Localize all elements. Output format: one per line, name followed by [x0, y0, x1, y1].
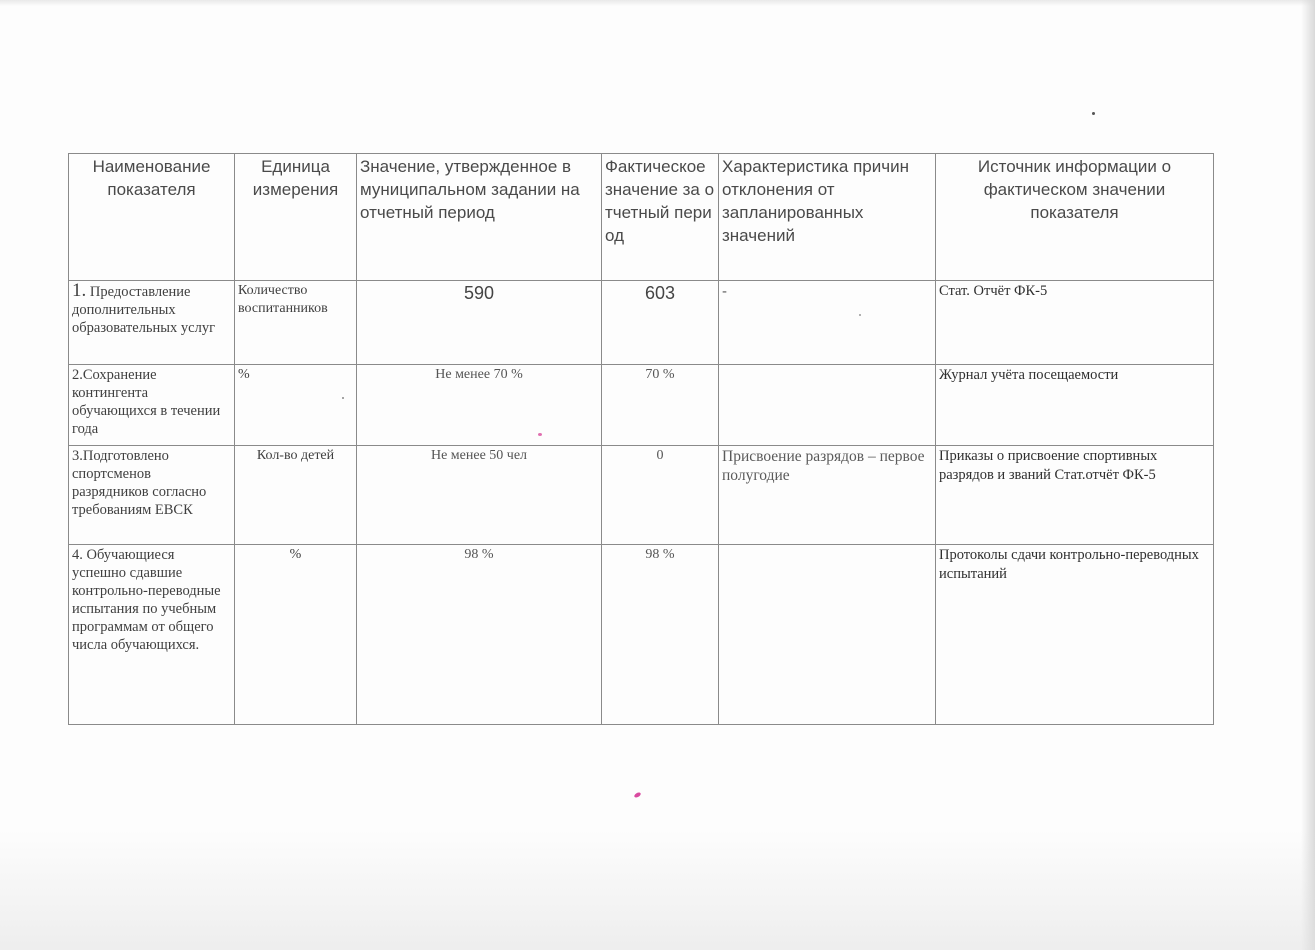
table-header-row	[69, 154, 1214, 281]
table-row	[69, 365, 1214, 446]
scan-speck	[1092, 112, 1095, 115]
unit-cell: %	[235, 545, 357, 725]
indicator-name-cell: 3.Подготовлено спортсменов разрядников согласно требованиям ЕВСК	[69, 446, 235, 545]
scan-shadow-top	[0, 0, 1315, 6]
actual-value-cell: 603	[602, 281, 719, 365]
info-source-cell: Стат. Отчёт ФК-5	[936, 281, 1214, 365]
planned-value-cell: Не менее 50 чел	[357, 446, 602, 545]
actual-value-cell: 98 %	[602, 545, 719, 725]
scan-shadow-bottom	[0, 830, 1315, 950]
header-actual-value: Фактическое значение за отчетный период	[602, 154, 719, 281]
info-source-cell: Журнал учёта посещаемости	[936, 365, 1214, 446]
indicator-name-cell: 2.Сохранение контингента обучающихся в течении года	[69, 365, 235, 446]
table-row	[69, 281, 1214, 365]
indicator-name: Предоставление дополнительных образовательных услуг	[72, 284, 216, 336]
deviation-reason-cell: -	[719, 281, 936, 365]
header-unit: Единица измерения	[235, 154, 357, 281]
actual-value-cell: 70 %	[602, 365, 719, 446]
header-info-source: Источник информации о фактическом значении показателя	[936, 154, 1214, 281]
actual-value-cell: 0	[602, 446, 719, 545]
indicator-report-table	[68, 153, 1214, 725]
planned-value-cell: Не менее 70 %	[357, 365, 602, 446]
info-source-cell: Приказы о присвоение спортивных разрядов и званий Стат.отчёт ФК-5	[936, 446, 1214, 545]
deviation-reason-cell	[719, 545, 936, 725]
header-indicator-name: Наименование показателя	[69, 154, 235, 281]
unit-cell: Количество воспитанников	[235, 281, 357, 365]
header-planned-value: Значение, утвержденное в муниципальном задании на отчетный период	[357, 154, 602, 281]
unit-cell: %	[235, 365, 357, 446]
header-deviation-reason: Характеристика причин отклонения от запланированных значений	[719, 154, 936, 281]
info-source-cell: Протоколы сдачи контрольно-переводных испытаний	[936, 545, 1214, 725]
planned-value-cell: 590	[357, 281, 602, 365]
indicator-name-cell: 4. Обучающиеся успешно сдавшие контрольно-переводные испытания по учебным программам от общего числа обучающихся.	[69, 545, 235, 725]
scan-speck	[633, 792, 641, 799]
indicator-number: 1.	[72, 280, 87, 301]
unit-cell: Кол-во детей	[235, 446, 357, 545]
table-row	[69, 545, 1214, 725]
scan-shadow-right	[1301, 0, 1315, 950]
table-row	[69, 446, 1214, 545]
deviation-reason-cell: Присвоение разрядов – первое полугодие	[719, 446, 936, 545]
indicator-name-cell	[69, 281, 235, 365]
planned-value-cell: 98 %	[357, 545, 602, 725]
deviation-reason-cell	[719, 365, 936, 446]
